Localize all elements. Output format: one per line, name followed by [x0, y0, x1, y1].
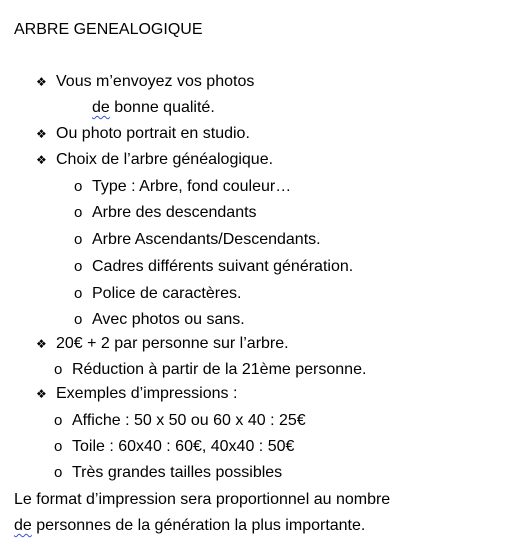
- bullet-item-price: [36, 334, 289, 354]
- diamond-bullet-icon: ❖: [36, 75, 47, 89]
- diamond-bullet-icon: ❖: [36, 337, 47, 351]
- bullet-item-studio: [36, 124, 250, 144]
- sub-item-ascendants: [74, 230, 321, 250]
- item-text: Exemples d’impressions :: [56, 385, 238, 402]
- circle-bullet-icon: o: [74, 311, 83, 328]
- sub-item-type: [74, 177, 291, 197]
- item-text: Arbre des descendants: [92, 204, 257, 221]
- paragraph-text: Le format d’impression sera proportionnel au nombre: [14, 491, 391, 508]
- bullet-item-choix: [36, 150, 273, 170]
- diamond-bullet-icon: ❖: [36, 387, 47, 401]
- item-text: Toile : 60x40 : 60€, 40x40 : 50€: [72, 438, 295, 455]
- paragraph-line-personnes: [14, 516, 365, 536]
- item-text: Type : Arbre, fond couleur…: [92, 178, 292, 195]
- sub-item-cadres: [74, 257, 353, 277]
- item-text: Arbre Ascendants/Descendants.: [92, 231, 321, 248]
- item-text: Choix de l’arbre généalogique.: [56, 151, 274, 168]
- sub-item-affiche: [54, 411, 306, 431]
- document-title: ARBRE GENEALOGIQUE: [14, 21, 203, 38]
- item-text: 20€ + 2 par personne sur l’arbre.: [56, 335, 289, 352]
- continuation-line-quality: [92, 98, 215, 118]
- circle-bullet-icon: o: [74, 285, 83, 302]
- circle-bullet-icon: o: [74, 231, 83, 248]
- diamond-bullet-icon: ❖: [36, 153, 47, 167]
- item-text: Affiche : 50 x 50 ou 60 x 40 : 25€: [72, 412, 306, 429]
- diamond-bullet-icon: ❖: [36, 127, 47, 141]
- circle-bullet-icon: o: [74, 178, 83, 195]
- spellcheck-word: de: [92, 99, 110, 116]
- circle-bullet-icon: o: [74, 204, 83, 221]
- circle-bullet-icon: o: [54, 361, 63, 378]
- sub-item-police: [74, 284, 241, 304]
- item-text: Cadres différents suivant génération.: [92, 258, 354, 275]
- circle-bullet-icon: o: [74, 258, 83, 275]
- sub-item-photos: [74, 310, 245, 330]
- item-text: Police de caractères.: [92, 285, 242, 302]
- item-text: bonne qualité.: [109, 99, 215, 116]
- sub-item-descendants: [74, 203, 257, 223]
- circle-bullet-icon: o: [54, 464, 63, 481]
- item-text: Ou photo portrait en studio.: [56, 125, 250, 142]
- circle-bullet-icon: o: [54, 438, 63, 455]
- sub-item-toile: [54, 437, 294, 457]
- item-text: Très grandes tailles possibles: [72, 464, 283, 481]
- sub-item-reduction: [54, 360, 366, 380]
- paragraph-text: personnes de la génération la plus importante.: [31, 517, 366, 534]
- circle-bullet-icon: o: [54, 412, 63, 429]
- spellcheck-word: de: [14, 517, 32, 534]
- item-text: Avec photos ou sans.: [92, 311, 245, 328]
- sub-item-grandes-tailles: [54, 463, 282, 483]
- bullet-item-photos: [36, 72, 254, 92]
- bullet-item-exemples: [36, 384, 237, 404]
- item-text: Vous m’envoyez vos photos: [56, 73, 255, 90]
- paragraph-line-format: [14, 490, 390, 510]
- item-text: Réduction à partir de la 21ème personne.: [72, 361, 367, 378]
